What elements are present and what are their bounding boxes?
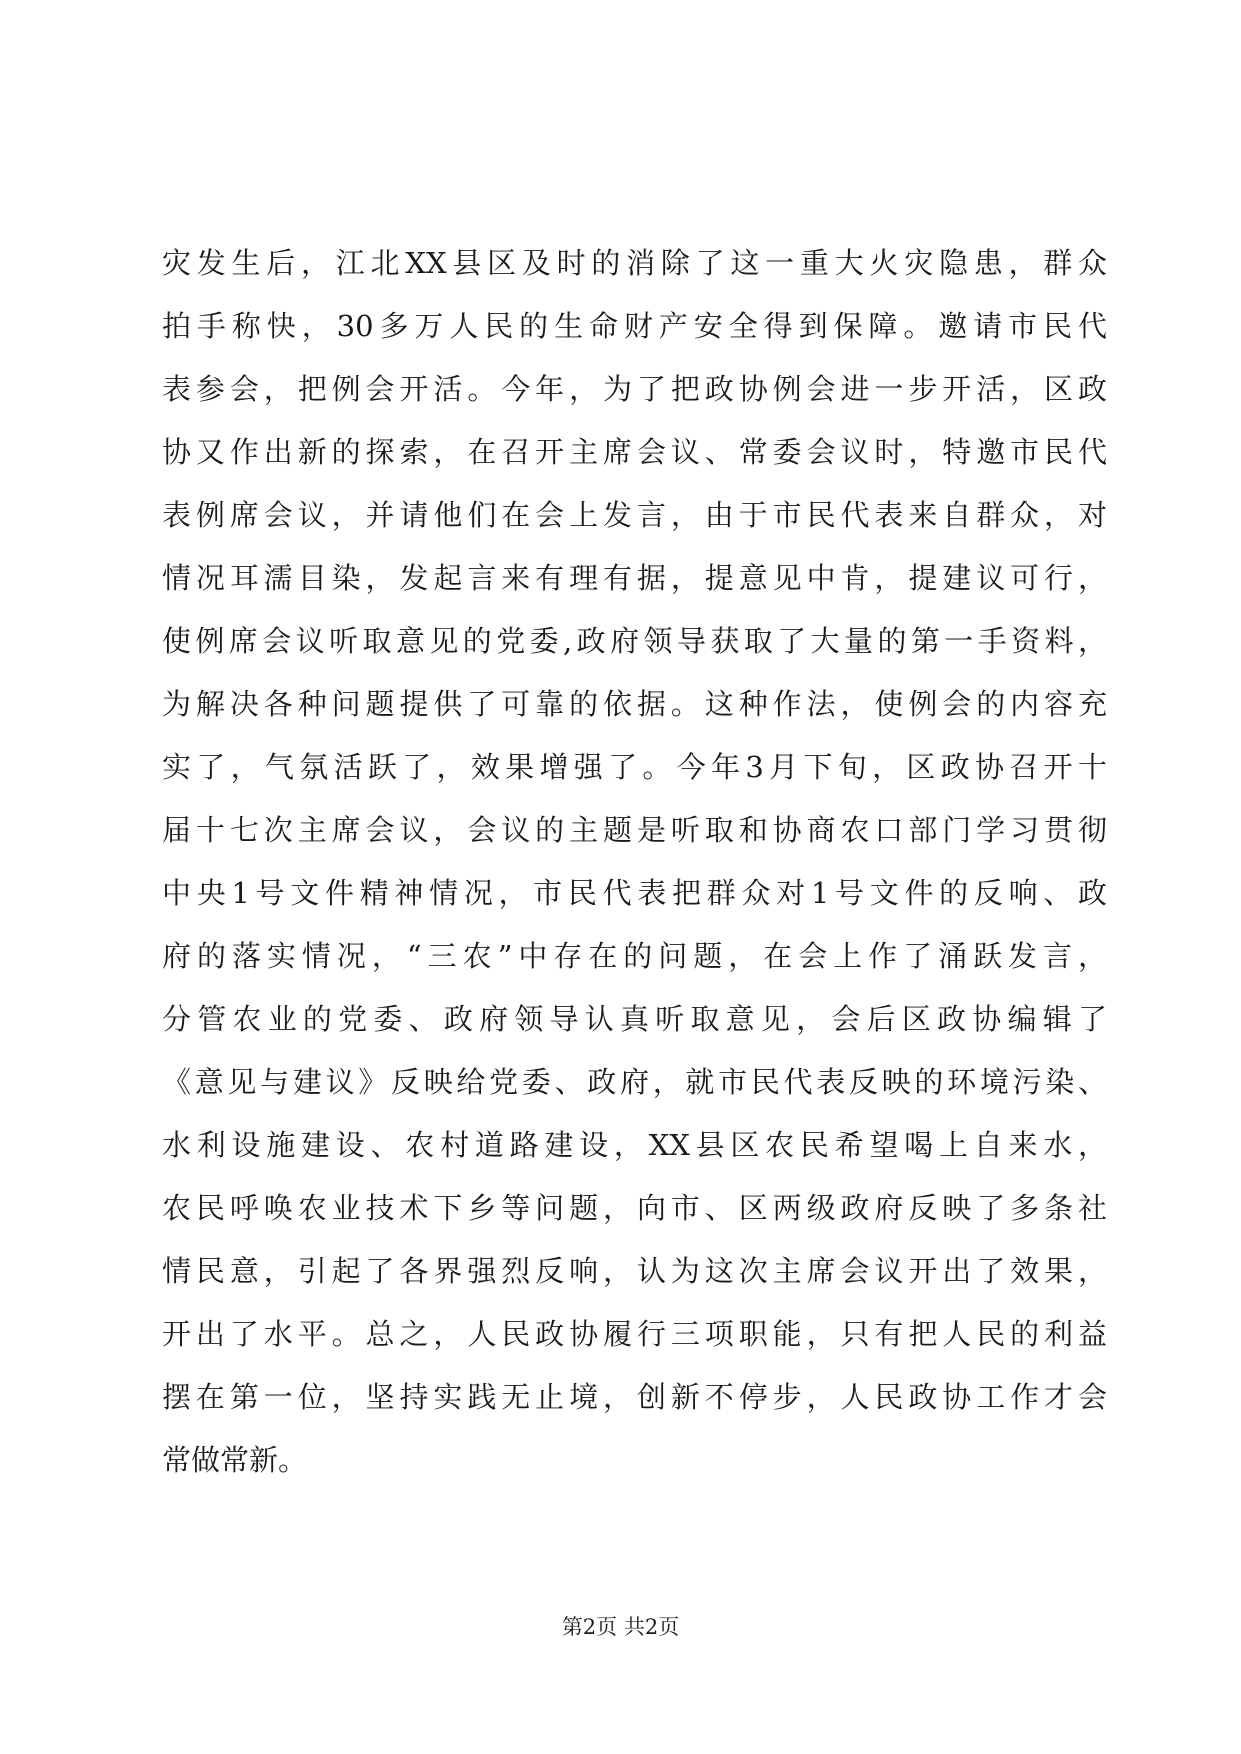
text-line-2: 拍手称快，30多万人民的生命财产安全得到保障。邀请市民代 [162, 309, 1107, 343]
text-line-19: 摆在第一位，坚持实践无止境，创新不停步，人民政协工作才会 [162, 1380, 1107, 1414]
text-line-14: 《意见与建议》反映给党委、政府，就市民代表反映的环境污染、 [162, 1065, 1107, 1099]
page-footer [0, 1612, 1241, 1642]
text-line-10: 届十七次主席会议，会议的主题是听取和协商农口部门学习贯彻 [162, 813, 1107, 847]
text-line-4: 协又作出新的探索，在召开主席会议、常委会议时，特邀市民代 [162, 435, 1107, 469]
text-line-5: 表例席会议，并请他们在会上发言，由于市民代表来自群众，对 [162, 498, 1107, 532]
text-line-15: 水利设施建设、农村道路建设，XX县区农民希望喝上自来水， [162, 1128, 1107, 1162]
text-line-7: 使例席会议听取意见的党委,政府领导获取了大量的第一手资料， [162, 624, 1107, 658]
page-number-label: 第2页 共2页 [561, 1615, 680, 1639]
text-line-3: 表参会，把例会开活。今年，为了把政协例会进一步开活，区政 [162, 372, 1107, 406]
text-line-17: 情民意，引起了各界强烈反响，认为这次主席会议开出了效果， [162, 1254, 1107, 1288]
text-line-13: 分管农业的党委、政府领导认真听取意见，会后区政协编辑了 [162, 1002, 1107, 1036]
text-line-8: 为解决各种问题提供了可靠的依据。这种作法，使例会的内容充 [162, 687, 1107, 721]
text-line-18: 开出了水平。总之，人民政协履行三项职能，只有把人民的利益 [162, 1317, 1107, 1351]
text-line-20: 常做常新。 [162, 1443, 308, 1477]
text-line-16: 农民呼唤农业技术下乡等问题，向市、区两级政府反映了多条社 [162, 1191, 1107, 1225]
text-line-6: 情况耳濡目染，发起言来有理有据，提意见中肯，提建议可行， [162, 561, 1107, 595]
body-paragraph [162, 232, 1107, 1492]
text-line-9: 实了，气氛活跃了，效果增强了。今年3月下旬，区政协召开十 [162, 750, 1107, 784]
text-line-12: 府的落实情况，“三农”中存在的问题，在会上作了涌跃发言， [162, 939, 1107, 973]
text-line-1: 灾发生后，江北XX县区及时的消除了这一重大火灾隐患，群众 [162, 246, 1107, 280]
text-line-11: 中央1号文件精神情况，市民代表把群众对1号文件的反响、政 [162, 876, 1107, 910]
